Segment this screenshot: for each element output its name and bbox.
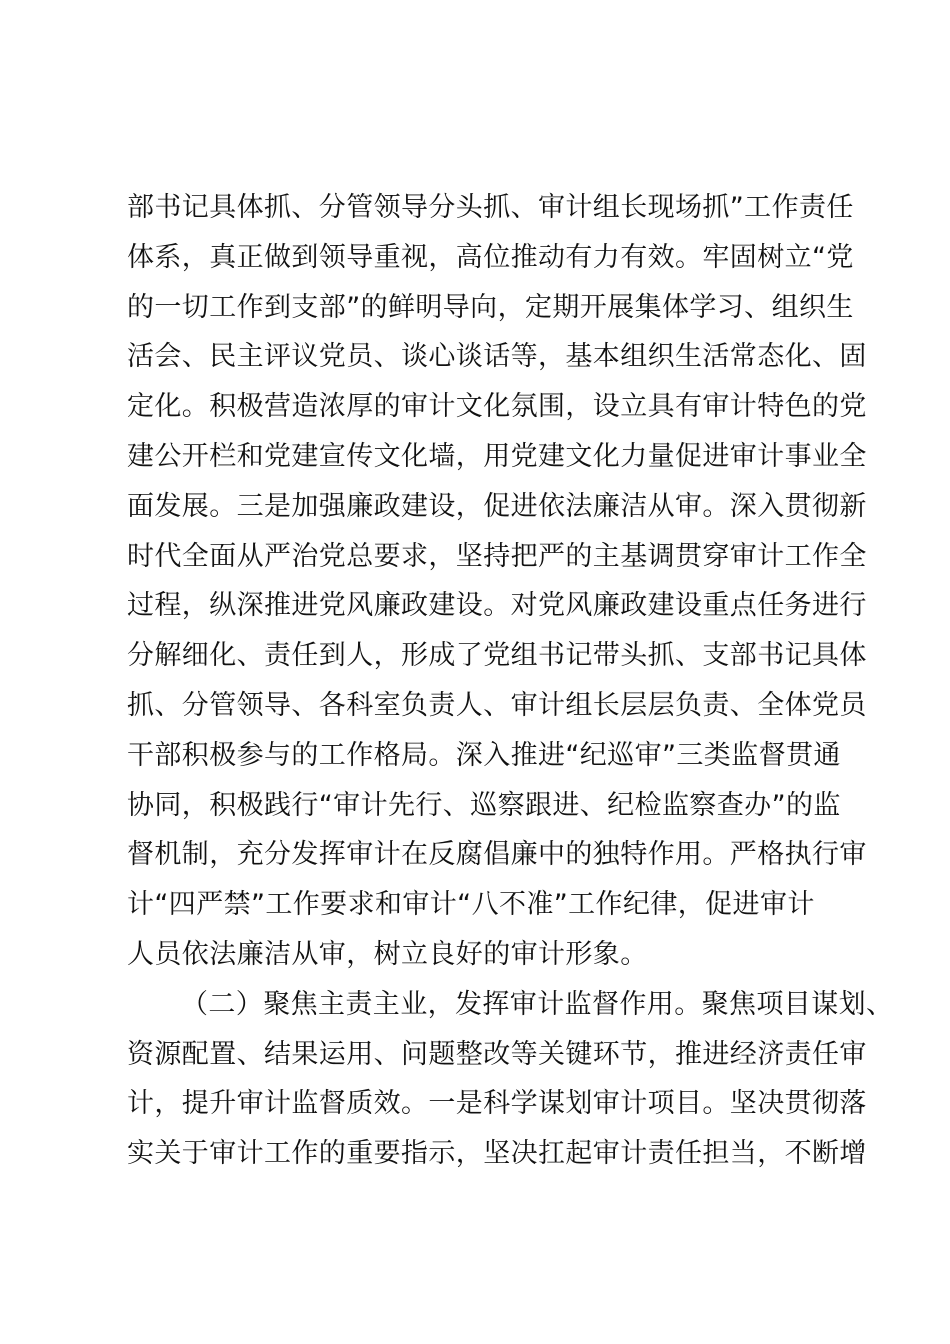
- text-line: 体系，真正做到领导重视，高位推动有力有效。牢固树立“党: [127, 241, 854, 273]
- text-line: 资源配置、结果运用、问题整改等关键环节，推进经济责任审: [127, 1038, 867, 1070]
- text-line: 人员依法廉洁从审，树立良好的审计形象。: [127, 938, 648, 970]
- text-line: 过程，纵深推进党风廉政建设。对党风廉政建设重点任务进行: [127, 590, 867, 622]
- text-line: 分解细化、责任到人，形成了党组书记带头抓、支部书记具体: [127, 640, 867, 672]
- paragraph-start-line: （二）聚焦主责主业，发挥审计监督作用。聚焦项目谋划、: [181, 988, 894, 1020]
- text-line: 活会、民主评议党员、谈心谈话等，基本组织生活常态化、固: [127, 341, 867, 373]
- text-line: 时代全面从严治党总要求，坚持把严的主基调贯穿审计工作全: [127, 540, 867, 572]
- text-line: 协同，积极践行“审计先行、巡察跟进、纪检监察查办”的监: [127, 789, 841, 821]
- text-line: 督机制，充分发挥审计在反腐倡廉中的独特作用。严格执行审: [127, 839, 867, 871]
- body-text: [127, 183, 894, 1179]
- text-line: 实关于审计工作的重要指示，坚决扛起审计责任担当，不断增: [127, 1138, 867, 1170]
- text-line: 干部积极参与的工作格局。深入推进“纪巡审”三类监督贯通: [127, 739, 841, 771]
- text-line: 定化。积极营造浓厚的审计文化氛围，设立具有审计特色的党: [127, 391, 867, 423]
- text-line: 抓、分管领导、各科室负责人、审计组长层层负责、全体党员: [127, 689, 867, 721]
- text-line: 计，提升审计监督质效。一是科学谋划审计项目。坚决贯彻落: [127, 1088, 867, 1120]
- text-line: 建公开栏和党建宣传文化墙，用党建文化力量促进审计事业全: [127, 440, 867, 472]
- text-line: 的一切工作到支部”的鲜明导向，定期开展集体学习、组织生: [127, 291, 854, 323]
- text-line: 面发展。三是加强廉政建设，促进依法廉洁从审。深入贯彻新: [127, 490, 867, 522]
- text-line: 计“四严禁”工作要求和审计“八不准”工作纪律，促进审计: [127, 889, 815, 921]
- text-line: 部书记具体抓、分管领导分头抓、审计组长现场抓”工作责任: [127, 192, 854, 223]
